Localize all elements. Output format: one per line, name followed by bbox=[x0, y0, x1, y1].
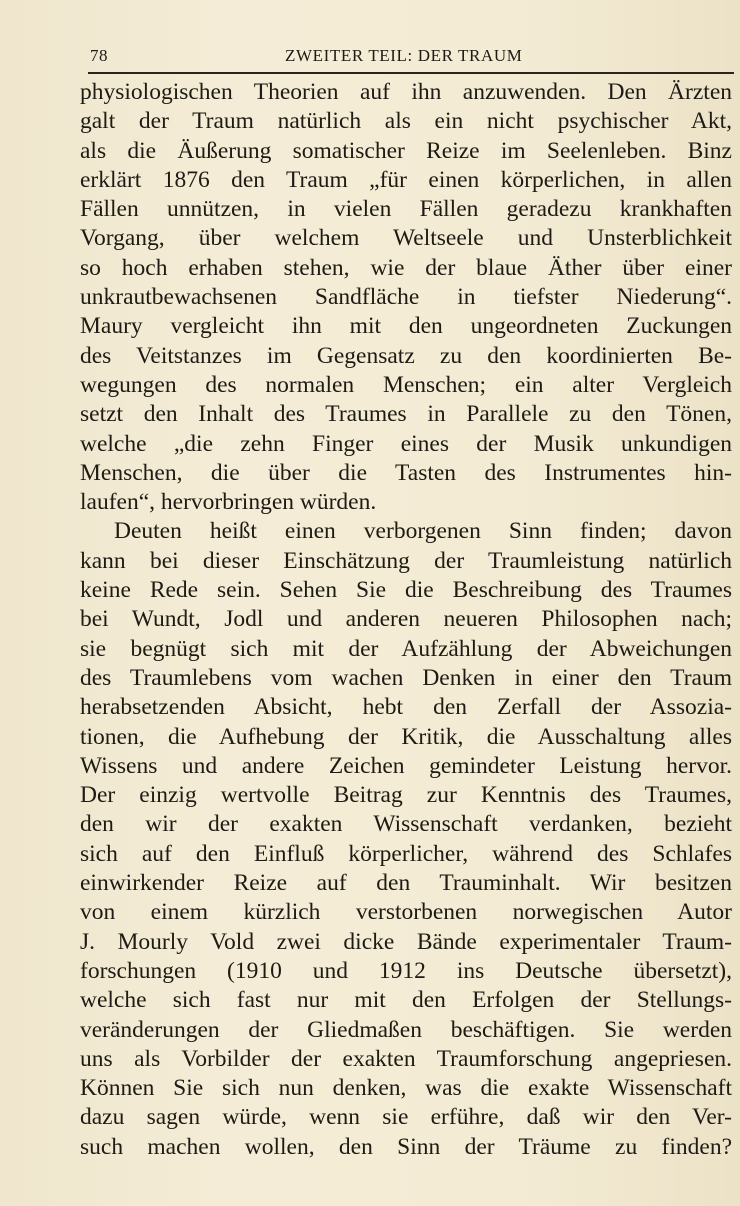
page-number: 78 bbox=[90, 46, 108, 65]
text-line: den wir der exakten Wissenschaft verdanken, bezieht bbox=[80, 811, 732, 838]
text-line: dazu sagen würde, wenn sie erführe, daß wir den Ver- bbox=[80, 1104, 732, 1131]
text-line: sie begnügt sich mit der Aufzählung der Abweichungen bbox=[80, 635, 732, 662]
text-line: Fällen unnützen, in vielen Fällen geradezu krankhaften bbox=[80, 196, 732, 223]
text-line: veränderungen der Gliedmaßen beschäftigen. Sie werden bbox=[80, 1016, 732, 1043]
text-line: physiologischen Theorien auf ihn anzuwenden. Den Ärzten bbox=[80, 79, 732, 105]
text-line: J. Mourly Vold zwei dicke Bände experimentaler Traum- bbox=[80, 928, 732, 955]
text-line: Maury vergleicht ihn mit den ungeordneten Zuckungen bbox=[80, 313, 732, 340]
text-line: welche „die zehn Finger eines der Musik unkundigen bbox=[80, 430, 732, 457]
text-line: such machen wollen, den Sinn der Träume zu finden? bbox=[80, 1133, 732, 1160]
page-header bbox=[90, 44, 732, 72]
running-head: ZWEITER TEIL: DER TRAUM bbox=[285, 46, 523, 65]
text-line: als die Äußerung somatischer Reize im Seelenleben. Binz bbox=[80, 137, 732, 164]
text-line: herabsetzenden Absicht, hebt den Zerfall der Assozia- bbox=[80, 694, 732, 721]
text-line: einwirkender Reize auf den Trauminhalt. Wir besitzen bbox=[80, 870, 732, 897]
text-line: laufen“, hervorbringen würden. bbox=[80, 489, 377, 516]
text-line: welche sich fast nur mit den Erfolgen der Stellungs- bbox=[80, 987, 732, 1014]
text-line: von einem kürzlich verstorbenen norwegischen Autor bbox=[80, 899, 732, 926]
text-line: des Traumlebens vom wachen Denken in einer den Traum bbox=[80, 664, 732, 691]
text-line: sich auf den Einfluß körperlicher, während des Schlafes bbox=[80, 840, 732, 867]
text-line: kann bei dieser Einschätzung der Traumleistung natürlich bbox=[80, 547, 732, 574]
text-line: des Veitstanzes im Gegensatz zu den koordinierten Be- bbox=[80, 342, 732, 369]
paragraph-first-line: Deuten heißt einen verborgenen Sinn finden; davon bbox=[114, 518, 732, 545]
text-line: Vorgang, über welchem Weltseele und Unsterblichkeit bbox=[80, 225, 732, 252]
text-line: Der einzig wertvolle Beitrag zur Kenntnis des Traumes, bbox=[80, 782, 732, 809]
text-line: forschungen (1910 und 1912 ins Deutsche übersetzt), bbox=[80, 957, 732, 984]
text-line: wegungen des normalen Menschen; ein alter Vergleich bbox=[80, 371, 732, 398]
header-rule bbox=[88, 72, 734, 74]
text-line: Können Sie sich nun denken, was die exakte Wissenschaft bbox=[80, 1075, 732, 1102]
text-line: keine Rede sein. Sehen Sie die Beschreibung des Traumes bbox=[80, 577, 732, 604]
text-line: bei Wundt, Jodl und anderen neueren Philosophen nach; bbox=[80, 606, 732, 633]
text-line: uns als Vorbilder der exakten Traumforschung angepriesen. bbox=[80, 1045, 732, 1072]
text-line: Wissens und andere Zeichen gemindeter Leistung hervor. bbox=[80, 752, 732, 779]
text-line: so hoch erhaben stehen, wie der blaue Äther über einer bbox=[80, 254, 732, 281]
text-line: erklärt 1876 den Traum „für einen körperlichen, in allen bbox=[80, 166, 732, 193]
body-text bbox=[80, 78, 732, 1162]
text-line: Menschen, die über die Tasten des Instrumentes hin- bbox=[80, 459, 732, 486]
text-line: setzt den Inhalt des Traumes in Parallele zu den Tönen, bbox=[80, 401, 732, 428]
text-line: unkrautbewachsenen Sandfläche in tiefster Niederung“. bbox=[80, 284, 732, 311]
text-line: galt der Traum natürlich als ein nicht psychischer Akt, bbox=[80, 108, 732, 135]
text-line: tionen, die Aufhebung der Kritik, die Ausschaltung alles bbox=[80, 723, 732, 750]
